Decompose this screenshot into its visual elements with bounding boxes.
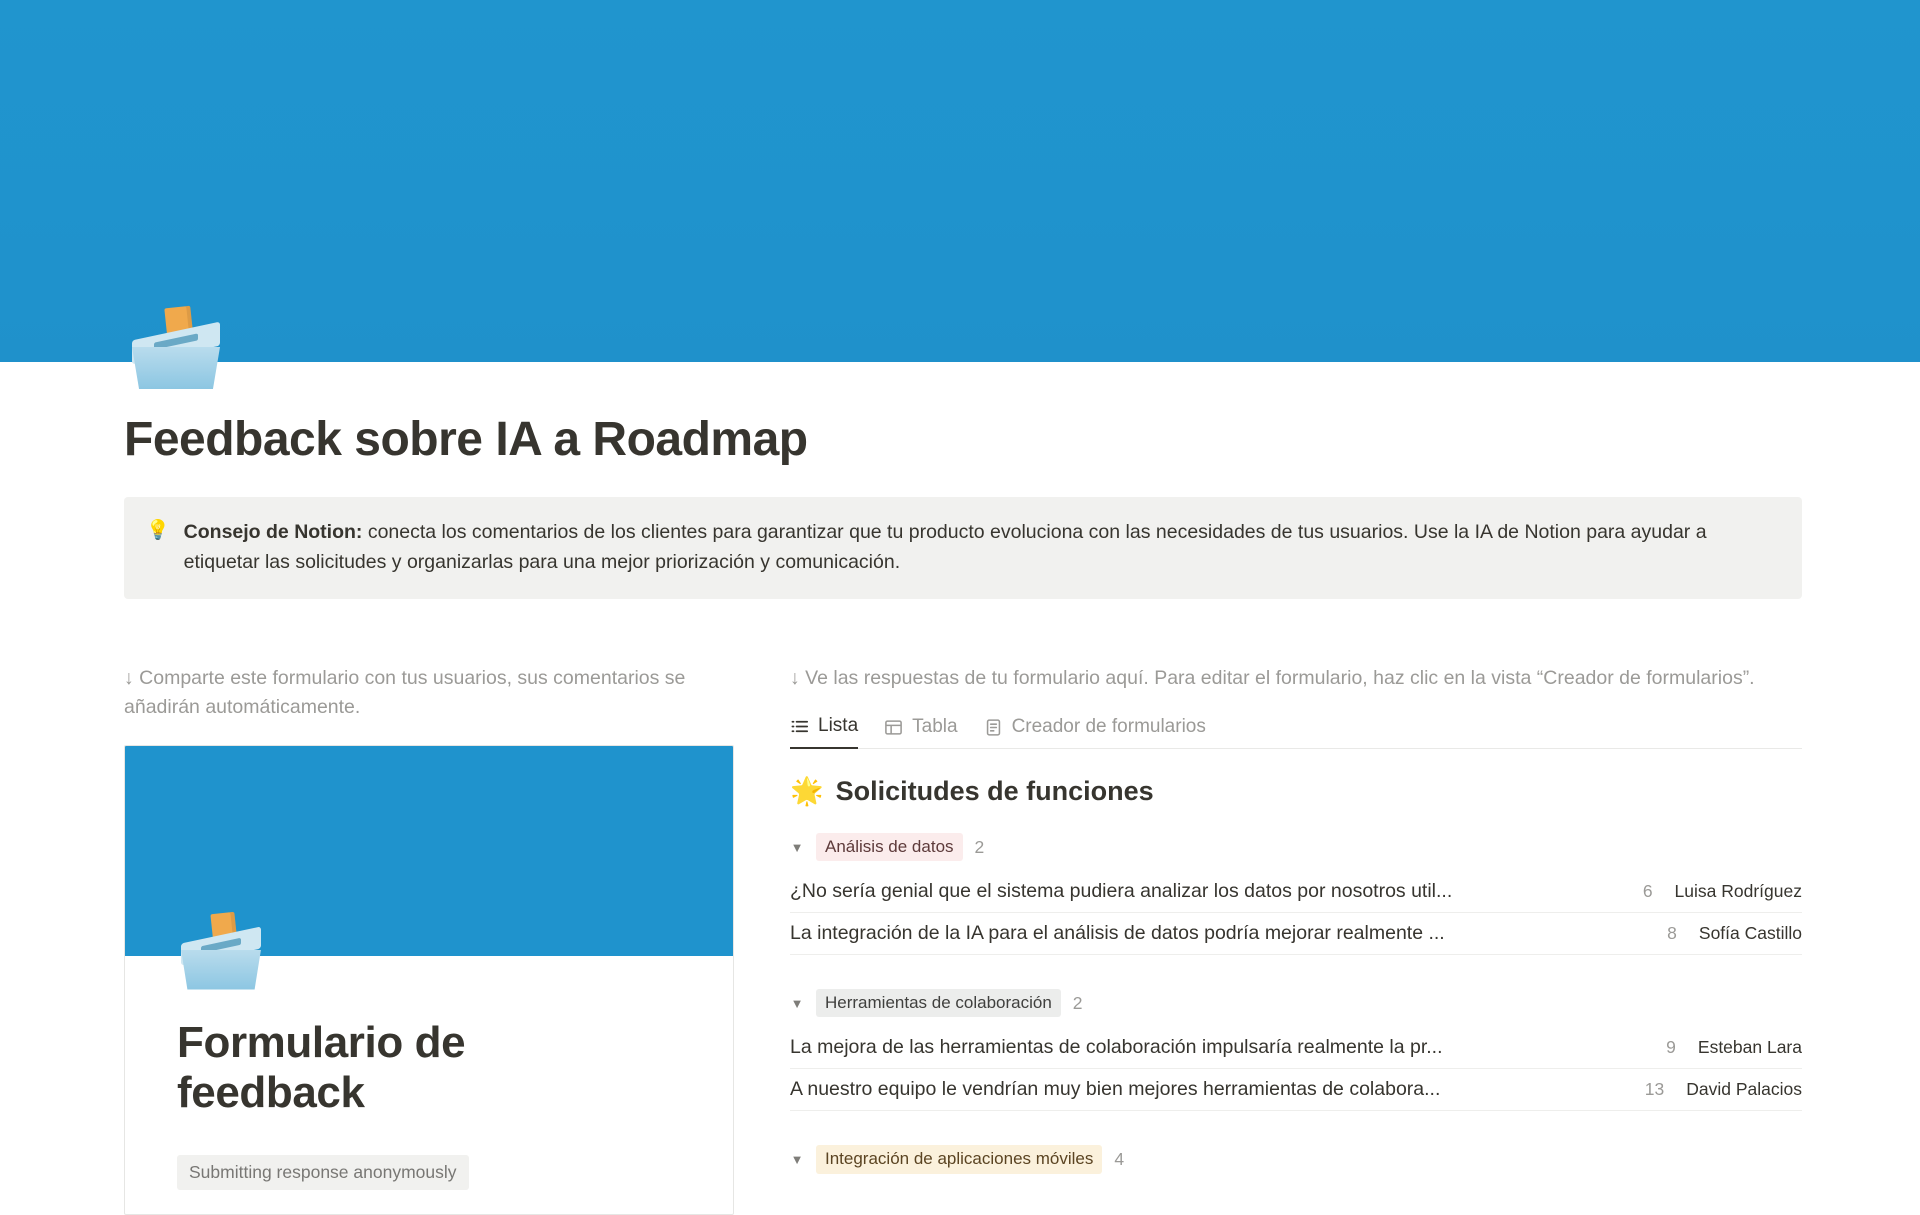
- group-count: 4: [1114, 1148, 1125, 1169]
- group-header[interactable]: [790, 825, 1802, 871]
- lightbulb-icon: 💡: [146, 520, 170, 541]
- tab-tabla[interactable]: [884, 716, 957, 748]
- anonymous-notice: Submitting response anonymously: [177, 1155, 469, 1190]
- list-item[interactable]: [790, 913, 1802, 955]
- list-item-meta: [1645, 1079, 1802, 1100]
- page-cover: [0, 0, 1920, 362]
- notion-tip-callout: [124, 497, 1802, 599]
- list-item-number: 6: [1642, 881, 1653, 902]
- tab-lista[interactable]: [790, 715, 858, 749]
- list-item[interactable]: [790, 1069, 1802, 1111]
- right-column: [790, 664, 1802, 1184]
- list-item[interactable]: [790, 871, 1802, 913]
- form-builder-icon: [984, 718, 1003, 737]
- list-item-title: ¿No sería genial que el sistema pudiera analizar los datos por nosotros util...: [790, 880, 1453, 903]
- table-icon: [884, 718, 903, 737]
- group-tag: Herramientas de colaboración: [816, 989, 1061, 1017]
- star-emoji-icon: 🌟: [790, 776, 824, 807]
- group-count: 2: [974, 836, 985, 857]
- group-count: 2: [1072, 992, 1083, 1013]
- list-item-title: La mejora de las herramientas de colaboración impulsaría realmente la pr...: [790, 1036, 1443, 1059]
- list-item-meta: [1666, 1037, 1802, 1058]
- list-item-person: Sofía Castillo: [1698, 923, 1802, 944]
- left-column: [124, 664, 734, 1215]
- callout-body: conecta los comentarios de los clientes para garantizar que tu producto evoluciona con las necesidades de tus usuarios. Use la IA de Notion para ayudar a etiquetar las solicitudes y organizarlas para una mejor priorización y comunicación.: [183, 521, 1707, 574]
- chevron-down-icon[interactable]: ▼: [790, 839, 804, 855]
- list-item-person: Luisa Rodríguez: [1674, 881, 1802, 902]
- callout-lead: Consejo de Notion:: [183, 521, 363, 543]
- form-ballot-box-icon: [177, 911, 273, 999]
- list-item-person: Esteban Lara: [1697, 1037, 1802, 1058]
- chevron-down-icon[interactable]: ▼: [790, 1151, 804, 1167]
- view-tabs: [790, 715, 1802, 749]
- list-icon: [790, 717, 809, 736]
- tab-creador-label: Creador de formularios: [1011, 716, 1206, 738]
- tab-lista-label: Lista: [818, 715, 859, 737]
- tab-tabla-label: Tabla: [912, 716, 958, 738]
- share-form-hint: ↓ Comparte este formulario con tus usuarios, sus comentarios se añadirán automáticamente.: [124, 667, 686, 719]
- group-herramientas-de-colaboracion: [790, 981, 1802, 1111]
- callout-text: [184, 517, 1780, 577]
- list-item-title: A nuestro equipo le vendrían muy bien mejores herramientas de colabora...: [790, 1078, 1441, 1101]
- list-item-meta: [1643, 881, 1802, 902]
- form-preview-card[interactable]: [124, 745, 734, 1215]
- group-divider: [790, 955, 1802, 971]
- list-item-number: 8: [1667, 923, 1677, 944]
- list-item-title: La integración de la IA para el análisis de datos podría mejorar realmente ...: [790, 922, 1445, 945]
- group-integracion-de-aplicaciones-moviles: [790, 1137, 1802, 1183]
- group-tag: Análisis de datos: [816, 833, 963, 861]
- ballot-box-icon[interactable]: [128, 305, 236, 401]
- list-item-meta: [1667, 923, 1802, 944]
- page-title: Feedback sobre IA a Roadmap: [124, 413, 808, 466]
- database-title: [790, 775, 1802, 807]
- list-item-person: David Palacios: [1686, 1079, 1802, 1100]
- chevron-down-icon[interactable]: ▼: [790, 995, 804, 1011]
- form-title: Formulario de feedback: [177, 1017, 466, 1118]
- group-header[interactable]: [790, 981, 1802, 1027]
- list-item-number: 13: [1644, 1079, 1665, 1100]
- list-item-number: 9: [1666, 1037, 1676, 1058]
- group-tag: Integración de aplicaciones móviles: [816, 1145, 1102, 1173]
- tab-creador-de-formularios[interactable]: [984, 716, 1206, 748]
- database-title-text: Solicitudes de funciones: [835, 775, 1154, 806]
- group-analisis-de-datos: [790, 825, 1802, 955]
- group-divider: [790, 1111, 1802, 1127]
- group-header[interactable]: [790, 1137, 1802, 1183]
- responses-hint: ↓ Ve las respuestas de tu formulario aquí. Para editar el formulario, haz clic en la vista “Creador de formularios”.: [790, 667, 1755, 689]
- list-item[interactable]: [790, 1027, 1802, 1069]
